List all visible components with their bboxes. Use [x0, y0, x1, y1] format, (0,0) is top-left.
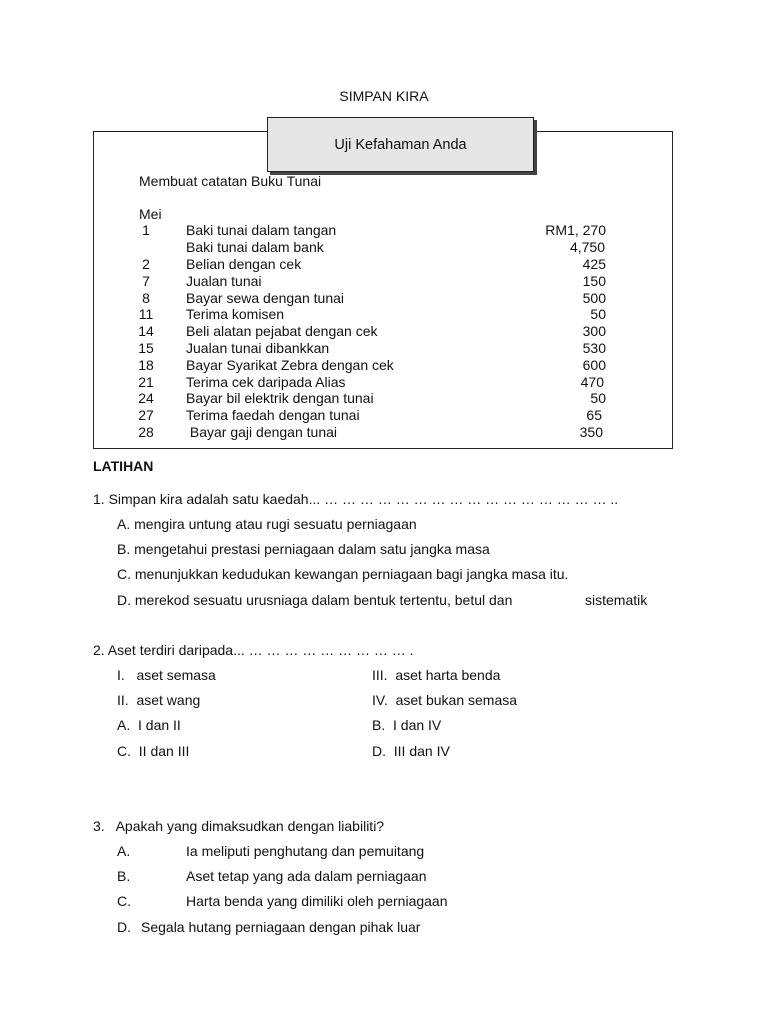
- entry-day: 7: [142, 273, 150, 289]
- entry-text: Bayar gaji dengan tunai: [186, 424, 337, 440]
- entry-row: [0, 357, 768, 374]
- q2-item-i: I. aset semasa: [117, 667, 216, 683]
- entry-day: 11: [138, 306, 154, 322]
- q3-option-c-text: Harta benda yang dimiliki oleh perniagaan: [186, 893, 448, 909]
- entry-day: 14: [138, 323, 154, 339]
- q2-option-b: B. I dan IV: [372, 717, 442, 733]
- entry-row: [0, 222, 768, 239]
- q1-option-d-continuation: sistematik: [585, 592, 648, 608]
- entry-day: 18: [138, 357, 154, 373]
- q1-option-a: A. mengira untung atau rugi sesuatu perniagaan: [117, 516, 417, 532]
- entry-text: Jualan tunai dibankkan: [186, 340, 330, 356]
- question-1: 1. Simpan kira adalah satu kaedah... … … … … … … … … … … … … … … … … ..: [93, 491, 619, 507]
- section-heading: LATIHAN: [93, 458, 154, 474]
- entry-text: Baki tunai dalam tangan: [186, 222, 337, 238]
- q1-option-d: D. merekod sesuatu urusniaga dalam bentuk tertentu, betul dan: [117, 592, 513, 608]
- q2-option-a: A. I dan II: [117, 717, 181, 733]
- entry-text: Bayar sewa dengan tunai: [186, 290, 344, 306]
- entry-amount: 50: [590, 306, 606, 322]
- q1-option-b: B. mengetahui prestasi perniagaan dalam satu jangka masa: [117, 541, 490, 557]
- entry-text: Jualan tunai: [186, 273, 262, 289]
- q2-item-iv: IV. aset bukan semasa: [372, 692, 518, 708]
- q3-option-b-text: Aset tetap yang ada dalam perniagaan: [186, 868, 427, 884]
- q2-item-iii: III. aset harta benda: [372, 667, 501, 683]
- q2-item-ii: II. aset wang: [117, 692, 201, 708]
- entry-text: Baki tunai dalam bank: [186, 239, 324, 255]
- q3-option-d-letter: D.: [117, 919, 131, 935]
- entry-row: [0, 256, 768, 273]
- entry-text: Bayar bil elektrik dengan tunai: [186, 390, 374, 406]
- entry-text: Terima faedah dengan tunai: [186, 407, 360, 423]
- page-title: SIMPAN KIRA: [339, 88, 429, 104]
- month-label: Mei: [139, 206, 162, 222]
- q2-option-c: C. II dan III: [117, 743, 190, 759]
- entry-row: [0, 273, 768, 290]
- entry-row: [0, 407, 768, 424]
- entry-day: 1: [142, 222, 150, 238]
- q3-option-a-letter: A.: [117, 843, 131, 859]
- entry-row: [0, 290, 768, 307]
- entry-day: 28: [138, 424, 154, 440]
- entry-day: 15: [138, 340, 154, 356]
- entry-day: 21: [138, 374, 154, 390]
- q2-option-d: D. III dan IV: [372, 743, 450, 759]
- entry-amount: RM1, 270: [545, 222, 606, 238]
- q1-option-c: C. menunjukkan kedudukan kewangan perniagaan bagi jangka masa itu.: [117, 566, 569, 582]
- entry-row: [0, 340, 768, 357]
- entry-day: 8: [142, 290, 150, 306]
- q3-option-a-text: Ia meliputi penghutang dan pemuitang: [186, 843, 425, 859]
- entry-row: [0, 239, 768, 256]
- entry-amount: 50: [590, 390, 606, 406]
- exercise-box-header: [267, 117, 534, 172]
- entry-amount: 425: [582, 256, 606, 272]
- entry-row: [0, 323, 768, 340]
- exercise-intro: Membuat catatan Buku Tunai: [139, 173, 322, 189]
- entry-amount: 65: [586, 407, 602, 423]
- question-2: 2. Aset terdiri daripada... … … … … … … … … … .: [93, 642, 414, 658]
- entry-day: 2: [142, 256, 150, 272]
- entry-text: Bayar Syarikat Zebra dengan cek: [186, 357, 394, 373]
- entry-text: Terima cek daripada Alias: [186, 374, 346, 390]
- entry-row: [0, 424, 768, 441]
- entry-amount: 530: [582, 340, 606, 356]
- entry-amount: 600: [582, 357, 606, 373]
- entry-amount: 4,750: [569, 239, 605, 255]
- entry-day: 24: [138, 390, 154, 406]
- entry-amount: 470: [580, 374, 604, 390]
- entry-text: Beli alatan pejabat dengan cek: [186, 323, 378, 339]
- entry-text: Belian dengan cek: [186, 256, 302, 272]
- entry-row: [0, 374, 768, 391]
- entry-amount: 350: [579, 424, 603, 440]
- entry-day: 27: [138, 407, 154, 423]
- q3-option-d-text: Segala hutang perniagaan dengan pihak luar: [141, 919, 421, 935]
- entry-row: [0, 306, 768, 323]
- question-3: 3. Apakah yang dimaksudkan dengan liabiliti?: [93, 818, 385, 834]
- q3-option-b-letter: B.: [117, 868, 131, 884]
- entry-amount: 500: [582, 290, 606, 306]
- entry-row: [0, 390, 768, 407]
- q3-option-c-letter: C.: [117, 893, 131, 909]
- entry-amount: 300: [582, 323, 606, 339]
- entry-amount: 150: [582, 273, 606, 289]
- exercise-box-header-text: Uji Kefahaman Anda: [334, 136, 467, 153]
- entry-text: Terima komisen: [186, 306, 285, 322]
